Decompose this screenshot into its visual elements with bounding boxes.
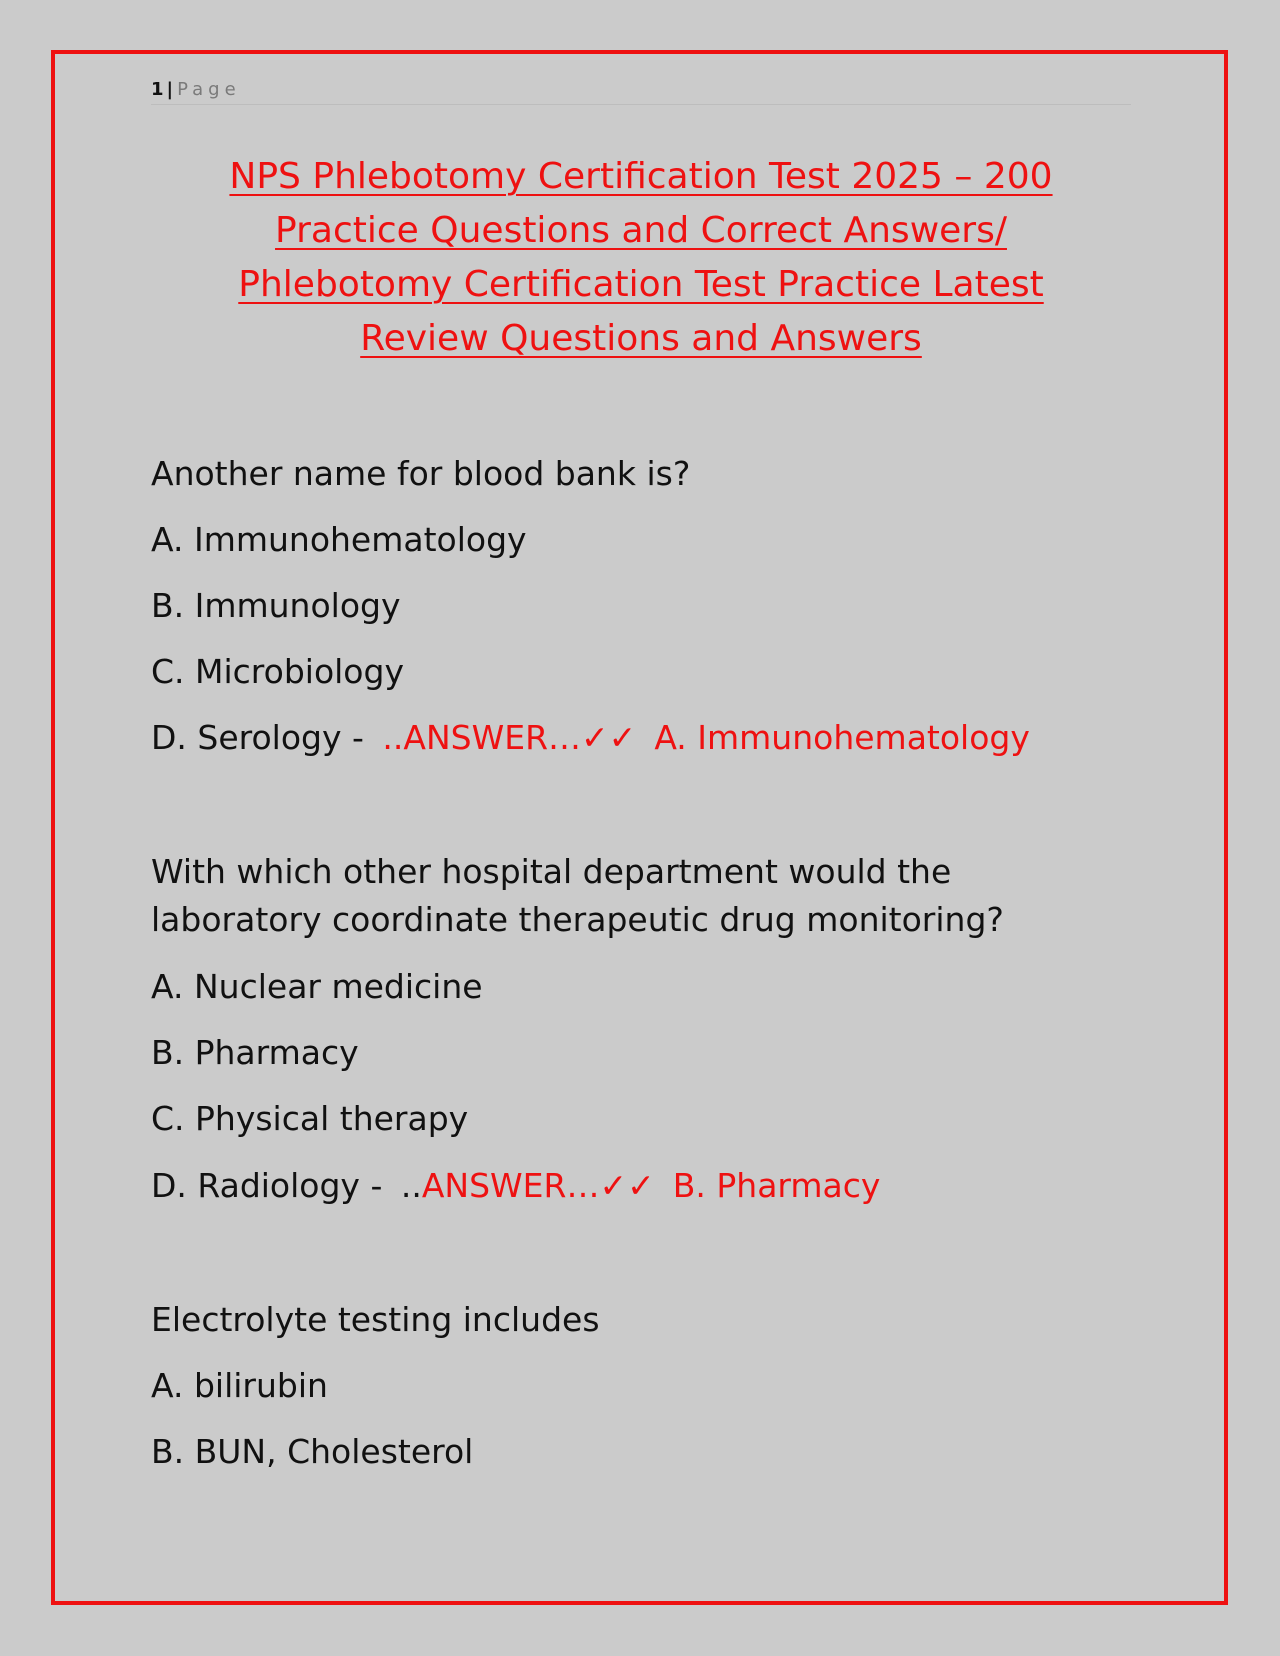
question-3-option-a: A. bilirubin — [151, 1366, 328, 1405]
question-2-text — [151, 848, 1151, 944]
question-1-option-d: D. Serology - — [151, 718, 375, 757]
question-1-text: Another name for blood bank is? — [151, 454, 691, 493]
page-separator: | — [166, 79, 174, 100]
question-2-answer: B. Pharmacy — [672, 1166, 881, 1205]
question-1-option-a: A. Immunohematology — [151, 520, 527, 559]
page-label: Page — [177, 79, 241, 100]
question-1-answer: A. Immunohematology — [654, 718, 1030, 757]
question-2-option-d: D. Radiology - — [151, 1166, 393, 1205]
question-2-answer-marker: ANSWER…✓✓ — [421, 1166, 655, 1205]
title-line-2: Practice Questions and Correct Answers/ — [275, 210, 1007, 251]
question-2-option-a: A. Nuclear medicine — [151, 967, 483, 1006]
question-1-option-d-row — [151, 718, 1030, 758]
title-line-1: NPS Phlebotomy Certification Test 2025 – 200 — [229, 156, 1053, 197]
question-1-answer-prefix: .. — [382, 718, 404, 757]
question-2-option-b: B. Pharmacy — [151, 1033, 359, 1072]
question-3-text: Electrolyte testing includes — [151, 1300, 600, 1339]
question-2-line-2: laboratory coordinate therapeutic drug monitoring? — [151, 900, 1004, 939]
page-header — [151, 78, 1131, 105]
question-2-line-1: With which other hospital department would the — [151, 852, 952, 891]
question-1-option-c: C. Microbiology — [151, 652, 404, 691]
document-title — [151, 150, 1131, 366]
page-number: 1 — [151, 79, 164, 100]
question-2-option-d-row — [151, 1166, 880, 1206]
question-2-option-c: C. Physical therapy — [151, 1099, 469, 1138]
question-1-option-b: B. Immunology — [151, 586, 401, 625]
question-1-answer-marker: ANSWER…✓✓ — [403, 718, 637, 757]
title-line-4: Review Questions and Answers — [360, 318, 922, 359]
title-line-3: Phlebotomy Certification Test Practice Latest — [238, 264, 1044, 305]
question-2-answer-prefix: .. — [400, 1166, 422, 1205]
question-3-option-b: B. BUN, Cholesterol — [151, 1432, 474, 1471]
